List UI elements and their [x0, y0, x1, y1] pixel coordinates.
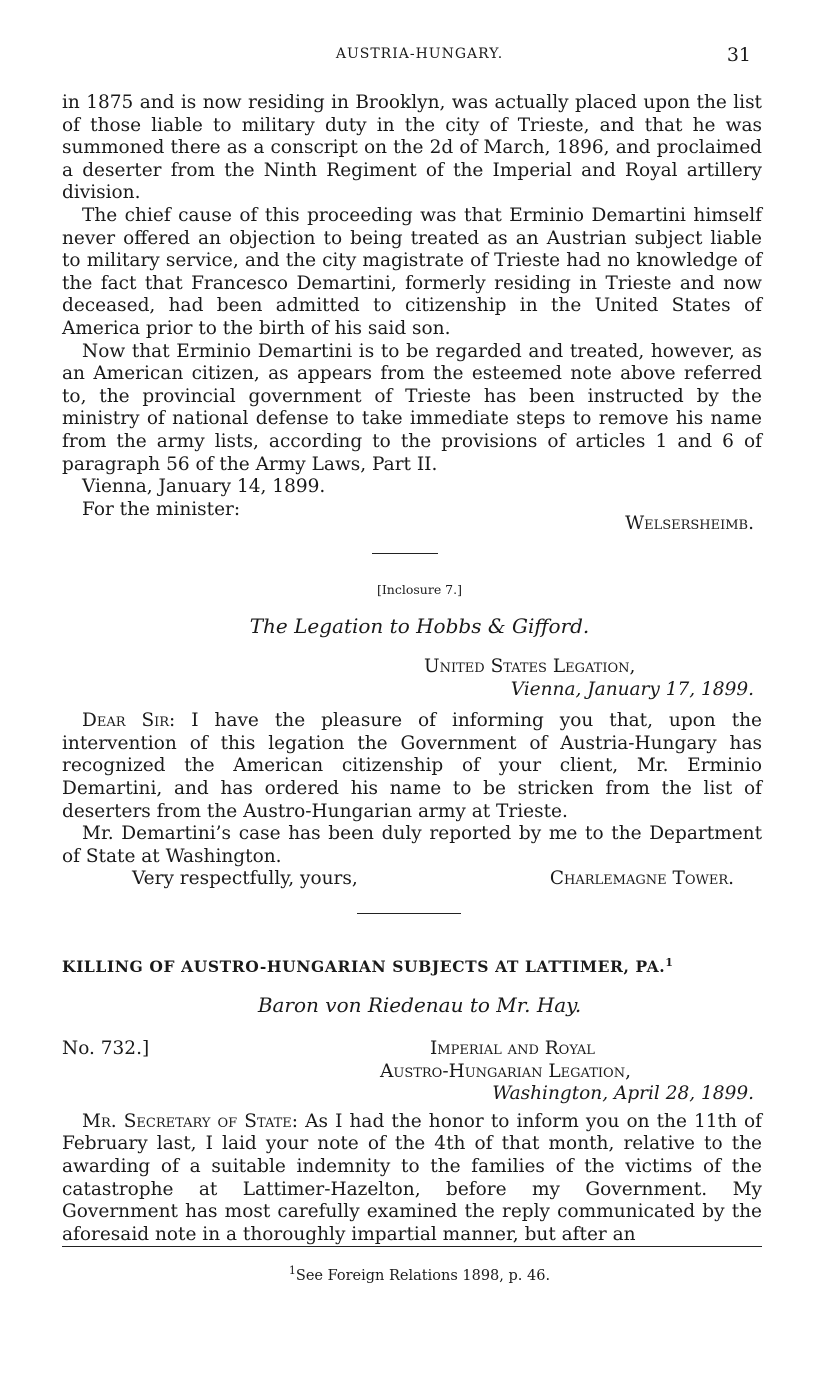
paragraph: Dear Sir: I have the pleasure of informing you that, upon the intervention of this legation the Government of Austria-Hungary has recognized the American citizenship of your client, Mr. Erminio Demartini, and has ordered his name to be stricken from the list of deserters from the Austro-Hungarian army at Trieste. [62, 710, 762, 822]
salutation: Mr. Secretary of State: [82, 1110, 299, 1132]
page-number: 31 [726, 44, 751, 66]
footnote-rule [62, 1246, 762, 1247]
for-minister: For the minister: [82, 498, 241, 520]
salutation: Dear Sir: [82, 710, 176, 732]
legation-line: Austro-Hungarian Legation, [380, 1060, 631, 1082]
inclosure-label: [Inclosure 7.] [376, 582, 462, 597]
paragraph: Now that Erminio Demartini is to be regarded and treated, however, as an American citizen, as appears from the esteemed note above referred to, the provincial government of Trieste has been instructed by the ministry of national defense to take immediate steps to remove his name from the army lists, according to the provisions of articles 1 and 6 of paragraph 56 of the Army Laws, Part II. [62, 340, 762, 475]
footnote-marker: 1 [665, 956, 674, 969]
letter-body-1 [62, 92, 762, 536]
date-line: Vienna, January 14, 1899. [82, 476, 326, 498]
legation-line: No. 732.] Imperial and Royal [62, 1038, 595, 1059]
signature: Charlemagne Tower. [549, 868, 734, 890]
footnote-marker: 1 [288, 1264, 296, 1277]
paragraph: Mr. Demartini’s case has been duly reported by me to the Department of State at Washington. [62, 823, 762, 867]
place-date-line: Vienna, January 17, 1899. [510, 678, 754, 700]
signature: Welsersheimb. [625, 513, 754, 535]
place-date-line: Washington, April 28, 1899. [492, 1083, 754, 1105]
document-number: No. 732.] [62, 1038, 150, 1059]
letter-title: The Legation to Hobbs & Gifford. [249, 614, 590, 638]
letter-title: Baron von Riedenau to Mr. Hay. [257, 993, 582, 1017]
letter-body-2 [62, 656, 762, 891]
legation-line: United States Legation, [424, 656, 636, 677]
separator-rule [357, 913, 461, 914]
running-head: AUSTRIA-HUNGARY. [335, 46, 504, 62]
footnote: $^1$See Foreign Relations 1898, p. 46. [288, 1264, 551, 1284]
paragraph: in 1875 and is now residing in Brooklyn, was actually placed upon the list of those liable to military duty in the city of Trieste, and that he was summoned there as a conscript on the 2d of March, 1896, and proclaimed a deserter from the Ninth Regiment of the Imperial and Royal artillery division. [62, 92, 762, 204]
letter-body-3 [62, 1038, 762, 1246]
paragraph: Mr. Secretary of State: As I had the honor to inform you on the 11th of February last, I laid your note of the 4th of that month, relative to the awarding of a suitable indemnity to the families of the victims of the catastrophe at Lattimer-Hazelton, before my Government. My Government has most carefully examined the reply communicated by the aforesaid note in a thoroughly impartial manner, but after an [62, 1110, 763, 1245]
closing: Very respectfully, yours, [132, 868, 358, 890]
separator-rule [372, 553, 438, 554]
section-heading: KILLING OF AUSTRO-HUNGARIAN SUBJECTS AT LATTIMER, PA.$^1$ [62, 956, 674, 977]
paragraph: The chief cause of this proceeding was that Erminio Demartini himself never offered an objection to being treated as an Austrian subject liable to military service, and the city magistrate of Trieste had no knowledge of the fact that Francesco Demartini, formerly residing in Trieste and now deceased, had been admitted to citizenship in the United States of America prior to the birth of his said son. [62, 204, 762, 339]
closing-line [62, 868, 762, 891]
